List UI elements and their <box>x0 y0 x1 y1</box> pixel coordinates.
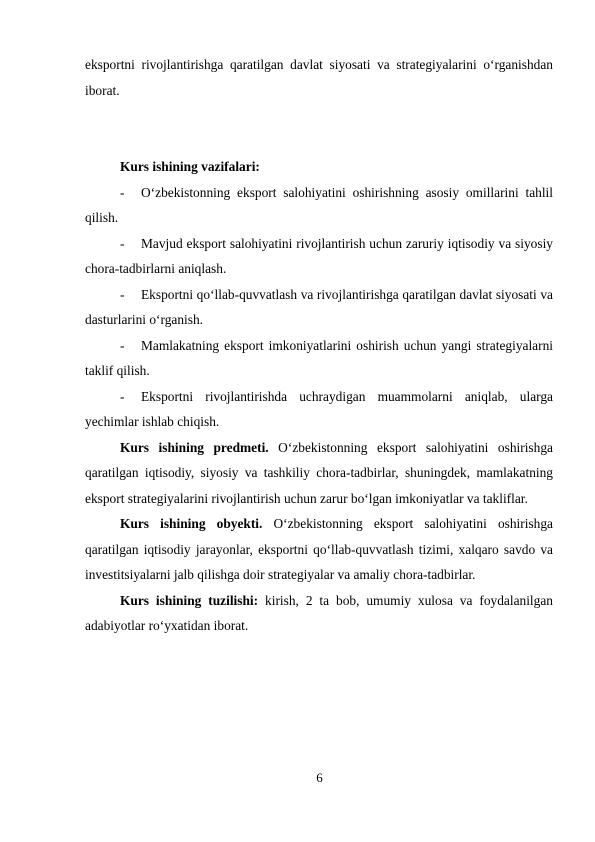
task-item-5 <box>85 384 553 435</box>
body-text <box>85 52 553 639</box>
object-text: O‘zbekistonning eksport salohiyatini oshirishga qaratilgan iqtisodiy jarayonlar, eksportni qo‘llab-quvvatlash tizimi, xalqaro savdo va investitsiyalarni jalb qilishga doir strategiyalar va amaliy chora-tadbirlar. <box>85 516 553 582</box>
subject-paragraph <box>85 435 553 512</box>
task-text: Mavjud eksport salohiyatini rivojlantirish uchun zaruriy iqtisodiy va siyosiy chora-tadbirlarni aniqlash. <box>85 235 553 276</box>
subject-label: Kurs ishining predmeti. <box>120 439 269 455</box>
task-text: Mamlakatning eksport imkoniyatlarini oshirish uchun yangi strategiyalarni taklif qilish. <box>85 337 553 378</box>
object-paragraph <box>85 511 553 588</box>
task-item-1 <box>85 180 553 231</box>
bullet-dash: - <box>120 388 125 404</box>
structure-text: kirish, 2 ta bob, umumiy xulosa va foydalanilgan adabiyotlar ro‘yxatidan iborat. <box>85 592 553 633</box>
paragraph-gap <box>85 103 553 154</box>
bullet-dash: - <box>120 235 125 251</box>
task-text: Eksportni rivojlantirishda uchraydigan muammolarni aniqlab, ularga yechimlar ishlab chiqish. <box>85 388 553 429</box>
bullet-dash: - <box>120 184 125 200</box>
subject-text: O‘zbekistonning eksport salohiyatini oshirishga qaratilgan iqtisodiy, siyosiy va tashkiliy chora-tadbirlar, shuningdek, mamlakatning eksport strategiyalarini rivojlantirish uchun zarur bo‘lgan imkoniyatlar va takliflar. <box>85 439 553 506</box>
object-label: Kurs ishining obyekti. <box>120 516 263 531</box>
tasks-heading: Kurs ishining vazifalari: <box>120 159 260 174</box>
task-item-3 <box>85 282 553 333</box>
task-item-4 <box>85 333 553 384</box>
structure-paragraph <box>85 588 553 639</box>
bullet-dash: - <box>120 337 125 353</box>
task-text: O‘zbekistonning eksport salohiyatini oshirishning asosiy omillarini tahlil qilish. <box>85 184 553 225</box>
task-text: Eksportni qo‘llab-quvvatlash va rivojlantirishga qaratilgan davlat siyosati va dasturlarini o‘rganish. <box>85 286 553 327</box>
intro-paragraph: eksportni rivojlantirishga qaratilgan davlat siyosati va strategiyalarini o‘rganishdan iborat. <box>85 57 553 98</box>
structure-label: Kurs ishining tuzilishi: <box>120 592 259 608</box>
task-item-2 <box>85 231 553 282</box>
page-number: 6 <box>316 770 323 785</box>
bullet-dash: - <box>120 286 125 302</box>
